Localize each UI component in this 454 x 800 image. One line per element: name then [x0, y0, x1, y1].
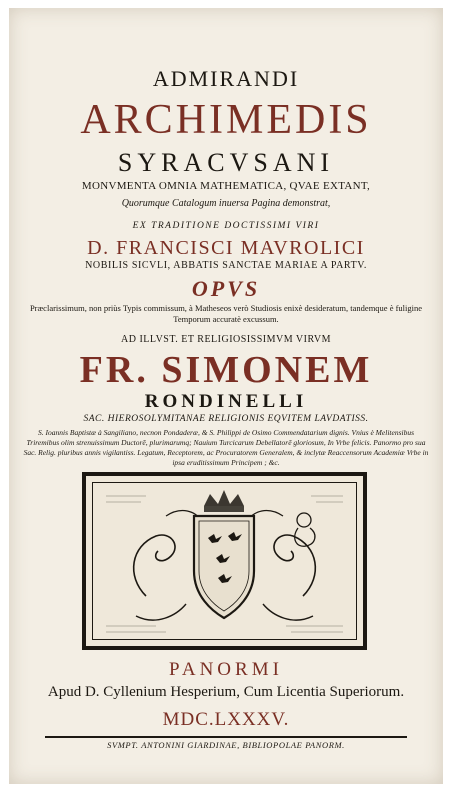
author-description: NOBILIS SICVLI, ABBATIS SANCTAE MARIAE A PARTV. [85, 260, 367, 271]
imprint-printer: Apud D. Cyllenium Hesperium, Cum Licentia Superiorum. [47, 684, 405, 700]
title-page [9, 8, 443, 784]
imprint-city: PANORMI [169, 659, 283, 680]
imprint-year: MDC.LXXXV. [162, 709, 290, 730]
title-line-syracusani: SYRACVSANI [117, 148, 335, 177]
subtitle-monumenta: MONVMENTA OMNIA MATHEMATICA, QVAE EXTANT, [81, 180, 371, 192]
dedicatee-titles: S. Ioannis Baptistæ à Sangiliano, necnon Pondaderæ, & S. Philippi de Osimo Commendatarium dignis. Vnius è Melitensibus Triremibus olim strenuissimum Ductorē, plurimarumq; Nauium Turcicarum Debellatorē gloriosum, In Vrbe felicis. Panormo pro sua Sac. Relig. pluribus annis vigilantiss. Legatum, Receptorem, ac Procuratorem Generalem, & inclytæ Reaccensorum Academiæ Vrbe in ipsa eruditissimum Principem ; &c. [23, 428, 429, 467]
coat-of-arms-engraving-icon [86, 476, 363, 646]
engraving-frame [82, 472, 367, 650]
footer-rule [45, 736, 407, 738]
subtitle-catalogum: Quorumque Catalogum inuersa Pagina demonstrat, [121, 198, 331, 209]
opus-description: Præclarissimum, non priùs Typis commissum, à Matheseos verò Studiosis enixè desideratum, tandemque è fuligine Temporum accuratè excussum. [29, 303, 423, 324]
dedication-line: AD ILLVST. ET RELIGIOSISSIMVM VIRVM [121, 334, 331, 345]
title-line-archimedis: ARCHIMEDIS [80, 97, 372, 143]
author-maurolici: D. FRANCISCI MAVROLICI [87, 237, 365, 259]
dedicatee-rondinelli: RONDINELLI [144, 391, 308, 412]
footer-bookseller: SVMPT. ANTONINI GIARDINAE, BIBLIOPOLAE PANORM. [107, 740, 345, 750]
dedicatee-order: SAC. HIEROSOLYMITANAE RELIGIONIS EQVITEM LAVDATISS. [83, 414, 369, 424]
title-line-admirandi: ADMIRANDI [152, 66, 300, 91]
dedicatee-simonem: FR. SIMONEM [79, 349, 373, 391]
opus-heading: OPVS [191, 276, 261, 301]
tradition-line: EX TRADITIONE DOCTISSIMI VIRI [132, 221, 320, 231]
